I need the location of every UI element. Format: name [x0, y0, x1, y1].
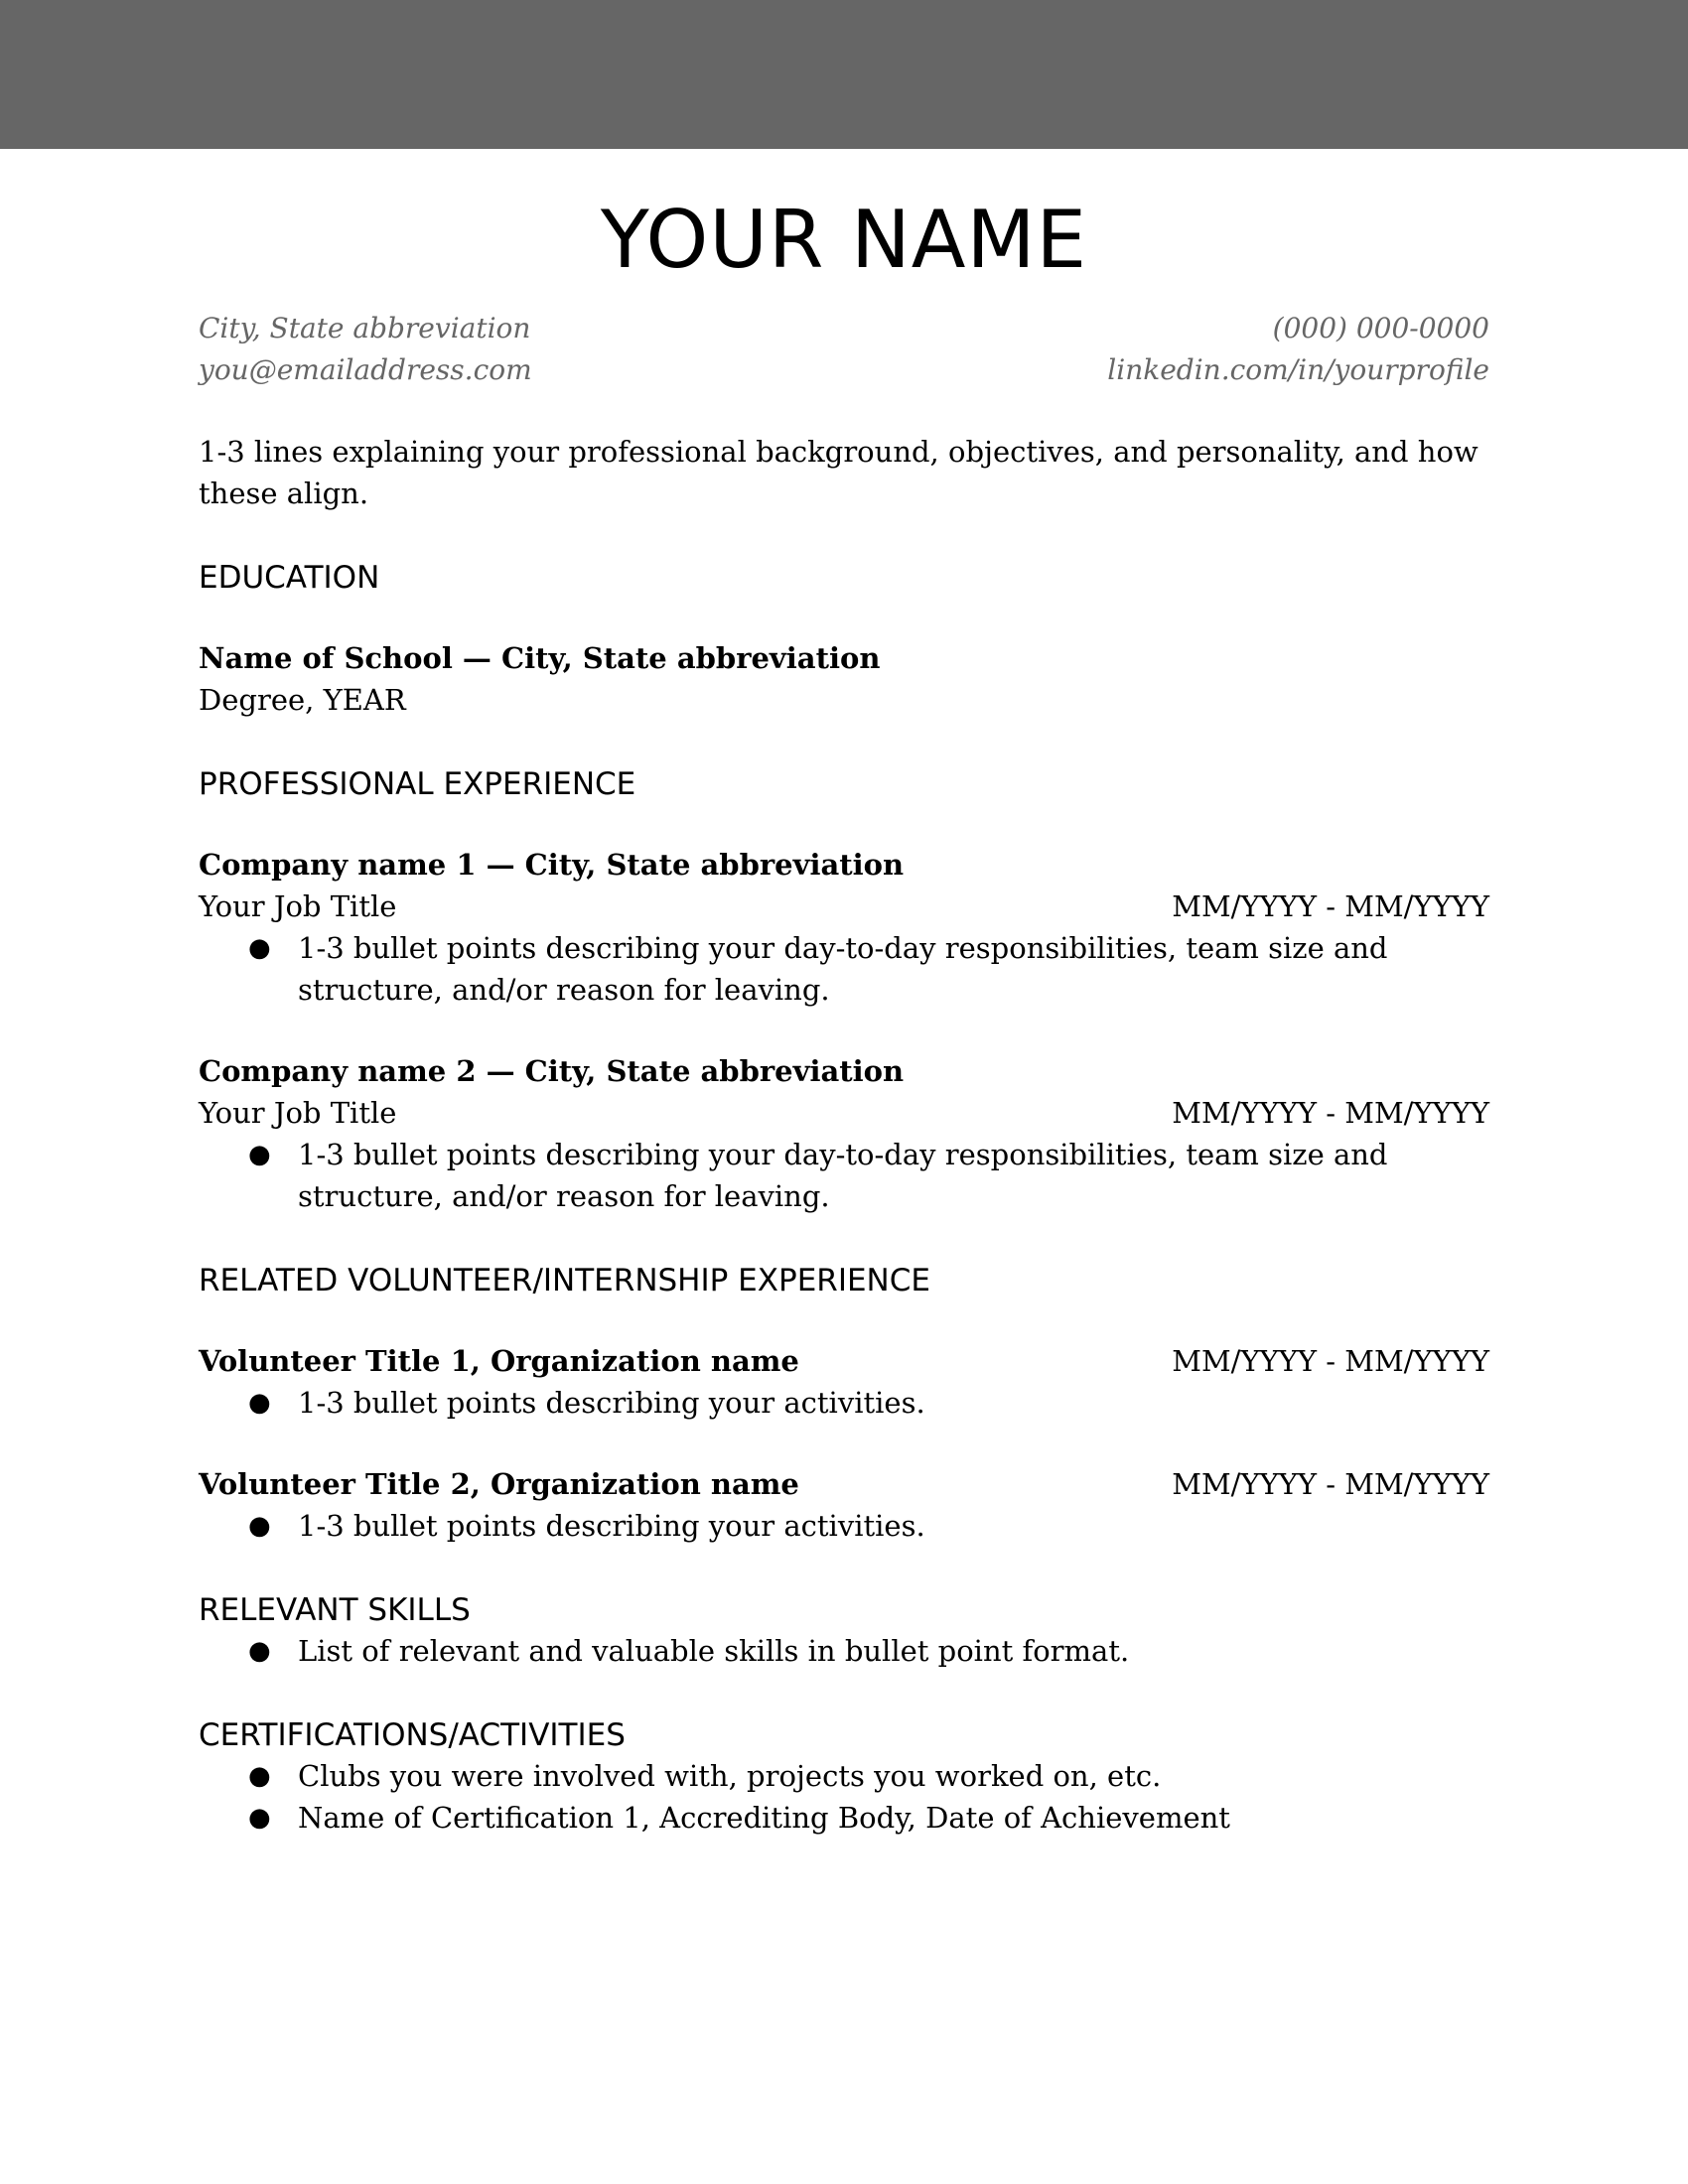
experience-heading: PROFESSIONAL EXPERIENCE: [199, 766, 636, 802]
bullet-text: Clubs you were involved with, projects you worked on, etc.: [298, 1759, 1162, 1793]
job-dates: MM/YYYY - MM/YYYY: [1172, 1096, 1489, 1130]
contact-city: City, State abbreviation: [199, 312, 531, 344]
bullet-icon: ●: [248, 1388, 271, 1418]
bullet-item: [248, 927, 1489, 1011]
contact-linkedin: linkedin.com/in/yourprofile: [1107, 353, 1489, 386]
school-name: Name of School — City, State abbreviation: [199, 641, 881, 675]
bullet-text: List of relevant and valuable skills in bullet point format.: [298, 1634, 1130, 1668]
volunteer-heading: RELATED VOLUNTEER/INTERNSHIP EXPERIENCE: [199, 1263, 930, 1298]
bullet-icon: ●: [248, 1761, 271, 1791]
bullet-item: [248, 1630, 1489, 1672]
contact-left: [199, 308, 532, 391]
job-entry: [199, 1050, 1489, 1217]
volunteer-entry: [199, 1340, 1489, 1424]
education-heading: EDUCATION: [199, 560, 380, 596]
bullet-item: [248, 1134, 1489, 1217]
volunteer-bullets: [199, 1382, 1489, 1424]
contact-block: [199, 308, 1489, 391]
bullet-icon: ●: [248, 1511, 271, 1541]
contact-email: you@emailaddress.com: [199, 353, 532, 386]
volunteer-title-row: [199, 1463, 1489, 1505]
bullet-icon: ●: [248, 1636, 271, 1666]
certifications-heading: CERTIFICATIONS/ACTIVITIES: [199, 1717, 626, 1753]
job-bullets: [199, 1134, 1489, 1217]
bullet-text: Name of Certification 1, Accrediting Body, Date of Achievement: [298, 1801, 1230, 1835]
bullet-text: 1-3 bullet points describing your activities.: [298, 1509, 925, 1543]
job-title: Your Job Title: [199, 1096, 397, 1130]
job-dates: MM/YYYY - MM/YYYY: [1172, 889, 1489, 923]
bullet-icon: ●: [248, 933, 271, 963]
bullet-item: [248, 1505, 1489, 1547]
bullet-item: [248, 1755, 1489, 1797]
volunteer-entry: [199, 1463, 1489, 1547]
volunteer-title: Volunteer Title 1, Organization name: [199, 1344, 799, 1378]
volunteer-dates: MM/YYYY - MM/YYYY: [1172, 1467, 1489, 1501]
header-bar: [0, 0, 1688, 149]
volunteer-dates: MM/YYYY - MM/YYYY: [1172, 1344, 1489, 1378]
job-entry: [199, 844, 1489, 1011]
job-title-row: [199, 1092, 1489, 1134]
certifications-bullets: [199, 1755, 1489, 1839]
job-bullets: [199, 927, 1489, 1011]
resume-content: [199, 149, 1489, 1839]
degree: Degree, YEAR: [199, 683, 406, 717]
job-company: Company name 2 — City, State abbreviation: [199, 1054, 905, 1088]
bullet-item: [248, 1797, 1489, 1839]
bullet-text: 1-3 bullet points describing your day-to-day responsibilities, team size and structure, and/or reason for leaving.: [298, 931, 1388, 1007]
job-company: Company name 1 — City, State abbreviation: [199, 848, 905, 882]
contact-phone: (000) 000-0000: [1272, 312, 1489, 344]
bullet-item: [248, 1382, 1489, 1424]
education-entry: [199, 637, 1489, 721]
resume-name: YOUR NAME: [600, 194, 1088, 286]
bullet-icon: ●: [248, 1140, 271, 1169]
contact-right: [1107, 308, 1489, 391]
job-title-row: [199, 886, 1489, 927]
bullet-text: 1-3 bullet points describing your activities.: [298, 1386, 925, 1420]
bullet-text: 1-3 bullet points describing your day-to-day responsibilities, team size and structure, and/or reason for leaving.: [298, 1138, 1388, 1213]
skills-heading: RELEVANT SKILLS: [199, 1592, 471, 1628]
summary-text: 1-3 lines explaining your professional background, objectives, and personality, and how these align.: [199, 435, 1478, 510]
skills-bullets: [199, 1630, 1489, 1672]
job-title: Your Job Title: [199, 889, 397, 923]
bullet-icon: ●: [248, 1803, 271, 1833]
volunteer-bullets: [199, 1505, 1489, 1547]
volunteer-title: Volunteer Title 2, Organization name: [199, 1467, 799, 1501]
volunteer-title-row: [199, 1340, 1489, 1382]
